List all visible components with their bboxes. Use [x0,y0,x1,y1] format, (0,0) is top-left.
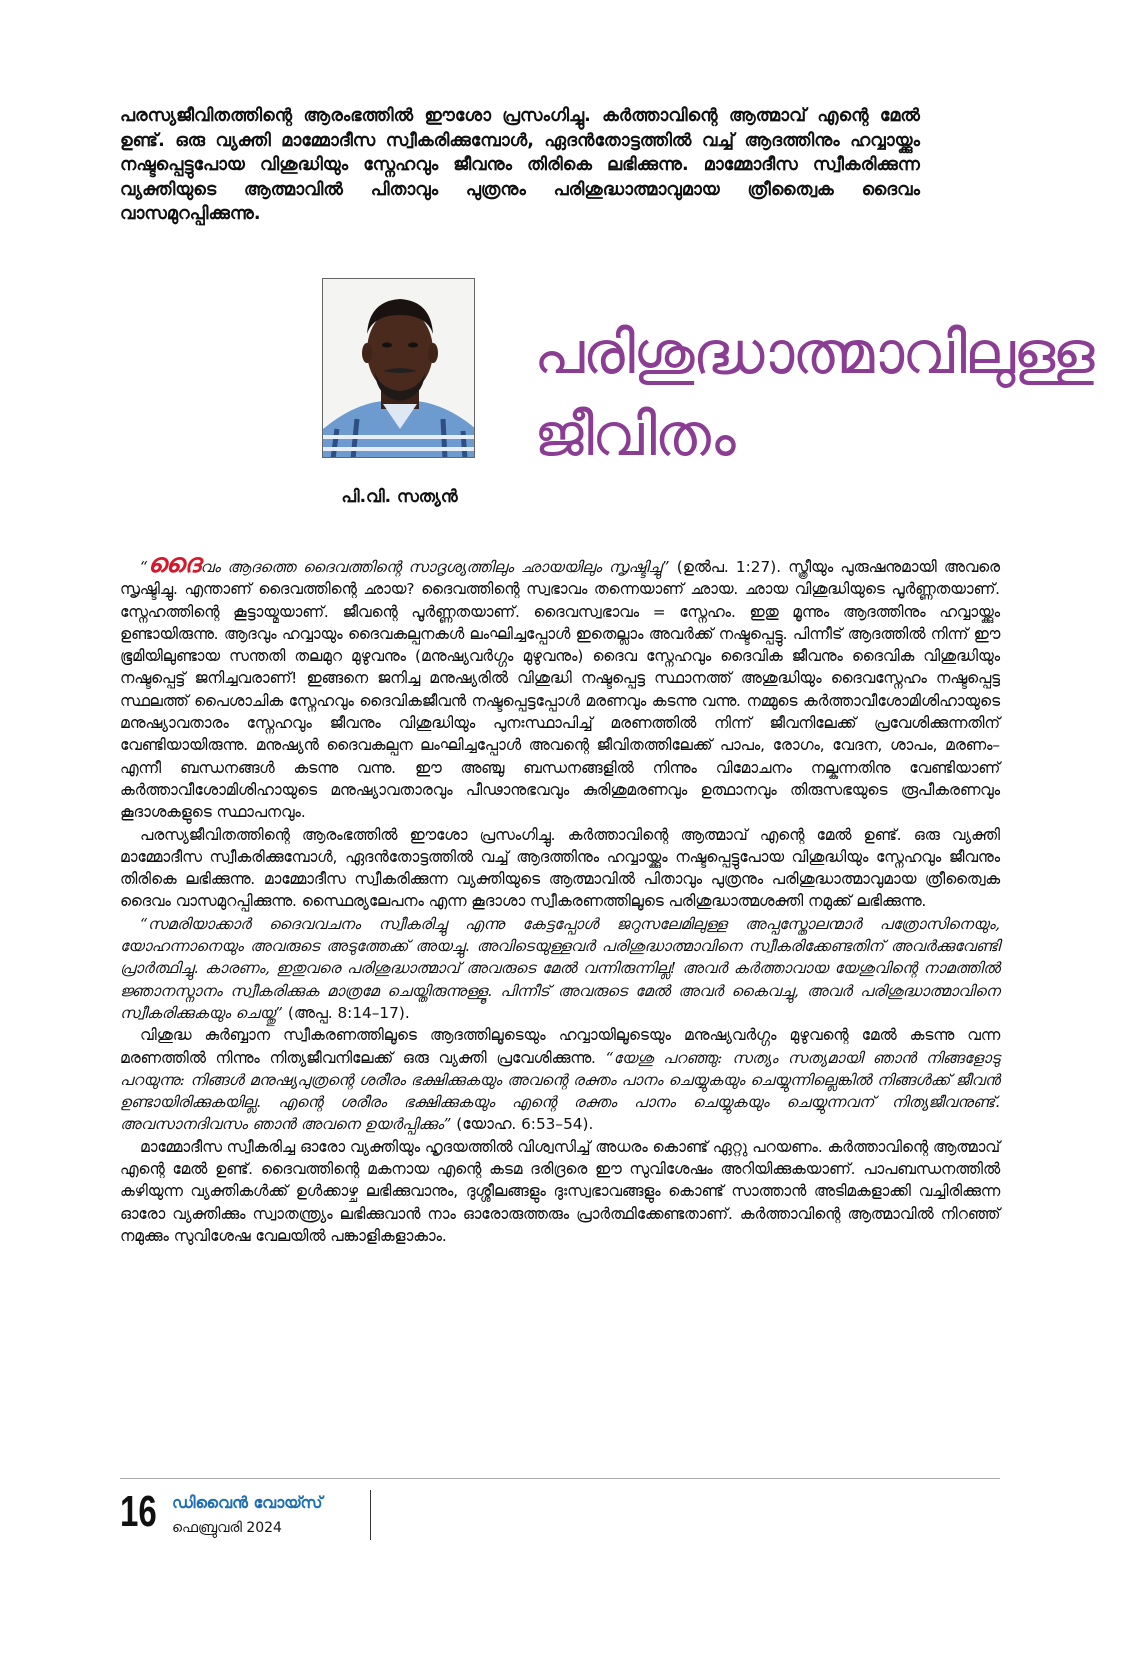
opening-quote-mark: “ [140,558,148,576]
paragraph-3 [120,913,1000,1024]
genesis-quote: വം ആദത്തെ ദൈവത്തിന്റെ സാദൃശ്യത്തിലും ഛായയിലും സൃഷ്ടിച്ചു” [200,558,670,576]
author-portrait-image [323,279,475,458]
paragraph-4 [120,1024,1000,1135]
article-title [534,312,1093,476]
author-photo [322,278,475,458]
drop-cap: ദൈ [147,549,201,579]
title-line-2: ജീവിതം [534,400,734,469]
magazine-name: ഡിവൈൻ വോയ്സ് [172,1493,323,1512]
acts-reference: (അപ്പ. 8:14–17). [283,1003,410,1022]
paragraph-5: മാമ്മോദീസ സ്വീകരിച്ച ഓരോ വ്യക്തിയും ഹൃദയത്തിൽ വിശ്വസിച്ച് അധരം കൊണ്ട് ഏറ്റു പറയണം. കർത്താവിന്റെ ആത്മാവ് എന്റെ മേൽ ഉണ്ട്. ദൈവത്തിന്റെ മകനായ എന്റെ കടമ ദരിദ്രരെ ഈ സുവിശേഷം അറിയിക്കുകയാണ്. പാപബന്ധനത്തിൽ കഴിയുന്ന വ്യക്തികൾക്ക് ഉൾക്കാഴ്ച ലഭിക്കുവാനും, ദുശ്ശീലങ്ങളും ദുഃസ്വഭാവങ്ങളും കൊണ്ട് സാത്താൻ അടിമകളാക്കി വച്ചിരിക്കുന്ന ഓരോ വ്യക്തിക്കും സ്വാതന്ത്ര്യം ലഭിക്കുവാൻ നാം ഓരോരുത്തരും പ്രാർത്ഥിക്കേണ്ടതാണ്. കർത്താവിന്റെ ആത്മാവിൽ നിറഞ്ഞ് നമുക്കും സുവിശേഷ വേലയിൽ പങ്കാളികളാകാം. [120,1137,1000,1245]
paragraph-1 [120,549,1000,824]
article-body [120,549,1000,1247]
paragraph-2: പരസ്യജീവിതത്തിന്റെ ആരംഭത്തിൽ ഈശോ പ്രസംഗിച്ചു. കർത്താവിന്റെ ആത്മാവ് എന്റെ മേൽ ഉണ്ട്. ഒരു വ്യക്തി മാമ്മോദീസ സ്വീകരിക്കുമ്പോൾ, ഏദൻതോട്ടത്തിൽ വച്ച് ആദത്തിനും ഹവ്വായ്ക്കും നഷ്ടപ്പെട്ടുപോയ വിശുദ്ധിയും സ്നേഹവും ജീവനും തിരികെ ലഭിക്കുന്നു. മാമ്മോദീസ സ്വീകരിക്കുന്ന വ്യക്തിയുടെ ആത്മാവിൽ പിതാവും പുത്രനും പരിശുദ്ധാത്മാവുമായ ത്രീത്വൈക ദൈവം വാസമുറപ്പിക്കുന്നു. സ്ഥൈര്യലേപനം എന്ന കൂദാശാ സ്വീകരണത്തിലൂടെ പരിശുദ്ധാത്മശക്തി നമുക്ക് ലഭിക്കുന്നു. [120,825,1000,911]
intro-summary: പരസ്യജീവിതത്തിന്റെ ആരംഭത്തിൽ ഈശോ പ്രസംഗിച്ചു. കർത്താവിന്റെ ആത്മാവ് എന്റെ മേൽ ഉണ്ട്. ഒരു വ്യക്തി മാമ്മോദീസ സ്വീകരിക്കുമ്പോൾ, ഏദൻതോട്ടത്തിൽ വച്ച് ആദത്തിനും ഹവ്വായ്ക്കും നഷ്ടപ്പെട്ടുപോയ വിശുദ്ധിയും സ്നേഹവും ജീവനും തിരികെ ലഭിക്കുന്നു. മാമ്മോദീസ സ്വീകരിക്കുന്ന വ്യക്തിയുടെ ആത്മാവിൽ പിതാവും പുത്രനും പരിശുദ്ധാത്മാവുമായ ത്രീത്വൈക ദൈവം വാസമുറപ്പിക്കുന്നു. [120,106,920,225]
footer-divider [370,1490,371,1540]
john-quote: “യേശു പറഞ്ഞു: സത്യം സത്യമായി ഞാൻ നിങ്ങളോടു പറയുന്നു: നിങ്ങൾ മനുഷ്യപുത്രന്റെ ശരീരം ഭക്ഷിക്കുകയും അവന്റെ രക്തം പാനം ചെയ്യുകയും ചെയ്യുന്നില്ലെങ്കിൽ നിങ്ങൾക്ക് ജീവൻ ഉണ്ടായിരിക്കുകയില്ല. എന്റെ ശരീരം ഭക്ഷിക്കുകയും എന്റെ രക്തം പാനം ചെയ്യുകയും ചെയ്യുന്നവന് നിത്യജീവനുണ്ട്. അവസാനദിവസം ഞാൻ അവനെ ഉയർപ്പിക്കും” [120,1048,1000,1134]
issue-date: ഫെബ്രുവരി 2024 [172,1520,282,1536]
page-number: 16 [120,1487,157,1536]
author-name: പി.വി. സത്യൻ [341,487,458,507]
footer-rule [120,1478,1000,1479]
title-line-1: പരിശുദ്ധാത്മാവിലുള്ള [534,318,1093,387]
paragraph-1-text: (ഉൽപ. 1:27). സ്ത്രീയും പുരുഷനുമായി അവരെ സൃഷ്ടിച്ചു. എന്താണ് ദൈവത്തിന്റെ ഛായ? ദൈവത്തിന്റെ സ്വഭാവം തന്നെയാണ് ഛായ. ഛായ വിശുദ്ധിയുടെ പൂർണ്ണതയാണ്. സ്നേഹത്തിന്റെ കൂട്ടായ്മയാണ്. ജീവന്റെ പൂർണ്ണതയാണ്. ദൈവസ്വഭാവം = സ്നേഹം. ഇതു മൂന്നും ആദത്തിനും ഹവ്വായ്ക്കും ഉണ്ടായിരുന്നു. ആദവും ഹവ്വായും ദൈവകല്പനകൾ ലംഘിച്ചപ്പോൾ ഇതെല്ലാം അവർക്ക് നഷ്ടപ്പെട്ടു. പിന്നീട് ആദത്തിൽ നിന്ന് ഈ ഭൂമിയിലുണ്ടായ സന്തതി തലമുറ മുഴുവനും (മനുഷ്യവർഗ്ഗം മുഴുവനും) ദൈവ സ്നേഹവും ദൈവിക ജീവനും ദൈവിക വിശുദ്ധിയും നഷ്ടപ്പെട്ട് ജനിച്ചവരാണ്! ഇങ്ങനെ ജനിച്ച മനുഷ്യരിൽ വിശുദ്ധി നഷ്ടപ്പെട്ട സ്ഥാനത്ത് അശുദ്ധിയും ദൈവസ്നേഹം നഷ്ടപ്പെട്ട സ്ഥലത്ത് പൈശാചിക സ്നേഹവും ദൈവികജീവൻ നഷ്ടപ്പെട്ടപ്പോൾ മരണവും കടന്നു വന്നു. നമ്മുടെ കർത്താവീശോമിശിഹായുടെ മനുഷ്യാവതാരം സ്നേഹവും ജീവനും വിശുദ്ധിയും പുനഃസ്ഥാപിച്ച് മരണത്തിൽ നിന്ന് ജീവനിലേക്ക് പ്രവേശിക്കുന്നതിന് വേണ്ടിയായിരുന്നു. മനുഷ്യൻ ദൈവകല്പന ലംഘിച്ചപ്പോൾ അവന്റെ ജീവിതത്തിലേക്ക് പാപം, രോഗം, വേദന, ശാപം, മരണം– എന്നീ ബന്ധനങ്ങൾ കടന്നു വന്നു. ഈ അഞ്ചു ബന്ധനങ്ങളിൽ നിന്നും വിമോചനം നല്കുന്നതിനു വേണ്ടിയാണ് കർത്താവീശോമിശിഹായുടെ മനുഷ്യാവതാരവും പീഢാനുഭവവും കുരിശുമരണവും ഉത്ഥാനവും തിരുസഭയുടെ രൂപീകരണവും കൂദാശകളുടെ സ്ഥാപനവും. [120,558,1000,822]
paragraph-4-text: വിശുദ്ധ കുർബ്ബാന സ്വീകരണത്തിലൂടെ ആദത്തിലൂടെയും ഹവ്വായിലൂടെയും മനുഷ്യവർഗ്ഗം മുഴുവന്റെ മേൽ കടന്നു വന്ന മരണത്തിൽ നിന്നും നിത്യജീവനിലേക്ക് ഒരു വ്യക്തി പ്രവേശിക്കുന്നു. [120,1026,1000,1067]
john-reference: (യോഹ. 6:53–54). [451,1115,594,1134]
acts-quote: “സമരിയാക്കാർ ദൈവവചനം സ്വീകരിച്ചു എന്നു കേട്ടപ്പോൾ ജറുസലേമിലുള്ള അപ്പസ്തോലന്മാർ പത്രോസിനെയും, യോഹന്നാനെയും അവരുടെ അടുത്തേക്ക് അയച്ചു. അവിടെയുള്ളവർ പരിശുദ്ധാത്മാവിനെ സ്വീകരിക്കേണ്ടതിന് അവർക്കുവേണ്ടി പ്രാർത്ഥിച്ചു. കാരണം, ഇതുവരെ പരിശുദ്ധാത്മാവ് അവരുടെ മേൽ വന്നിരുന്നില്ല! അവർ കർത്താവായ യേശുവിന്റെ നാമത്തിൽ ജ്ഞാനസ്നാനം സ്വീകരിക്കുക മാത്രമേ ചെയ്തിരുന്നുള്ളൂ. പിന്നീട് അവരുടെ മേൽ അവർ കൈവച്ചു, അവർ പരിശുദ്ധാത്മാവിനെ സ്വീകരിക്കുകയും ചെയ്തു” [120,914,1000,1022]
